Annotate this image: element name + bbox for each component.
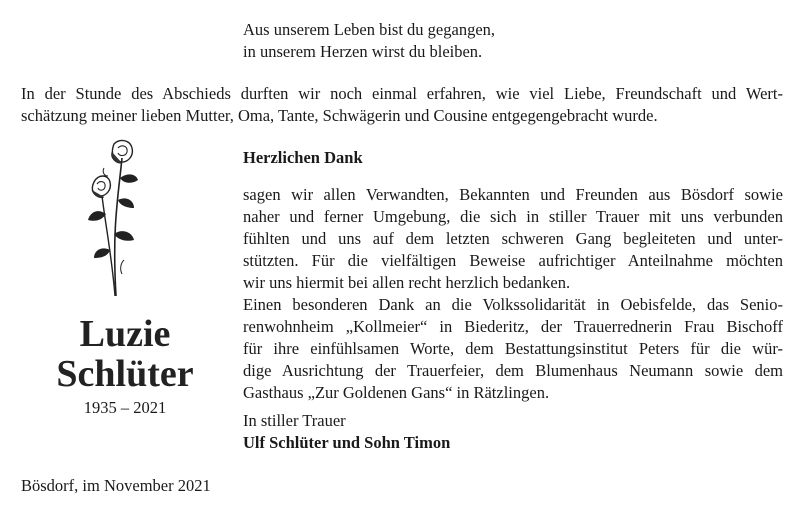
poem-line-1: Aus unserem Leben bist du gegangen,	[243, 20, 496, 39]
deceased-last-name: Schlüter	[56, 353, 194, 395]
body-line-2: naher und ferner Umgebung, die sich in stiller Trauer mit uns verbunden	[243, 207, 783, 226]
body-line-1: sagen wir allen Verwandten, Bekannten und Freunden aus Bösdorf sowie	[243, 185, 783, 204]
deceased-years: 1935 – 2021	[83, 398, 167, 417]
mourning-names: Ulf Schlüter und Sohn Timon	[243, 433, 451, 452]
thanks-body	[243, 184, 783, 404]
deceased-first-name: Luzie	[79, 313, 171, 355]
body-line-10: Gasthaus „Zur Goldenen Gans“ in Rätzlingen.	[243, 383, 550, 402]
body-line-5: wir uns hiermit bei allen recht herzlich bedanken.	[243, 273, 571, 292]
poem	[243, 19, 495, 63]
body-line-3: fühlten und uns auf dem letzten schweren Gang begleiteten und unter-	[243, 229, 783, 248]
intro-line-1: In der Stunde des Abschieds durften wir noch einmal erfahren, wie viel Liebe, Freundschaft und Wert-	[21, 84, 783, 103]
intro-line-2: schätzung meiner lieben Mutter, Oma, Tante, Schwägerin und Cousine entgegengebracht wurde.	[21, 106, 658, 125]
body-line-4: stützten. Für die vielfältigen Beweise aufrichtiger Anteilnahme möchten	[243, 251, 783, 270]
body-line-6: Einen besonderen Dank an die Volkssolidarität in Oebisfelde, das Senio-	[243, 295, 783, 314]
place-date: Bösdorf, im November 2021	[21, 476, 211, 495]
body-line-8: für ihre einfühlsamen Worte, dem Bestattungsinstitut Peters für die wür-	[243, 339, 783, 358]
intro-paragraph	[21, 83, 783, 127]
mourning-label: In stiller Trauer	[243, 411, 346, 430]
thanks-heading: Herzlichen Dank	[243, 148, 363, 167]
rose-illustration-icon	[82, 138, 152, 298]
body-line-9: dige Ausrichtung der Trauerfeier, dem Blumenhaus Neumann sowie dem	[243, 361, 783, 380]
poem-line-2: in unserem Herzen wirst du bleiben.	[243, 42, 483, 61]
mourning-signature	[243, 410, 450, 454]
body-line-7: renwohnheim „Kollmeier“ in Biederitz, der Trauerrednerin Frau Bischoff	[243, 317, 783, 336]
